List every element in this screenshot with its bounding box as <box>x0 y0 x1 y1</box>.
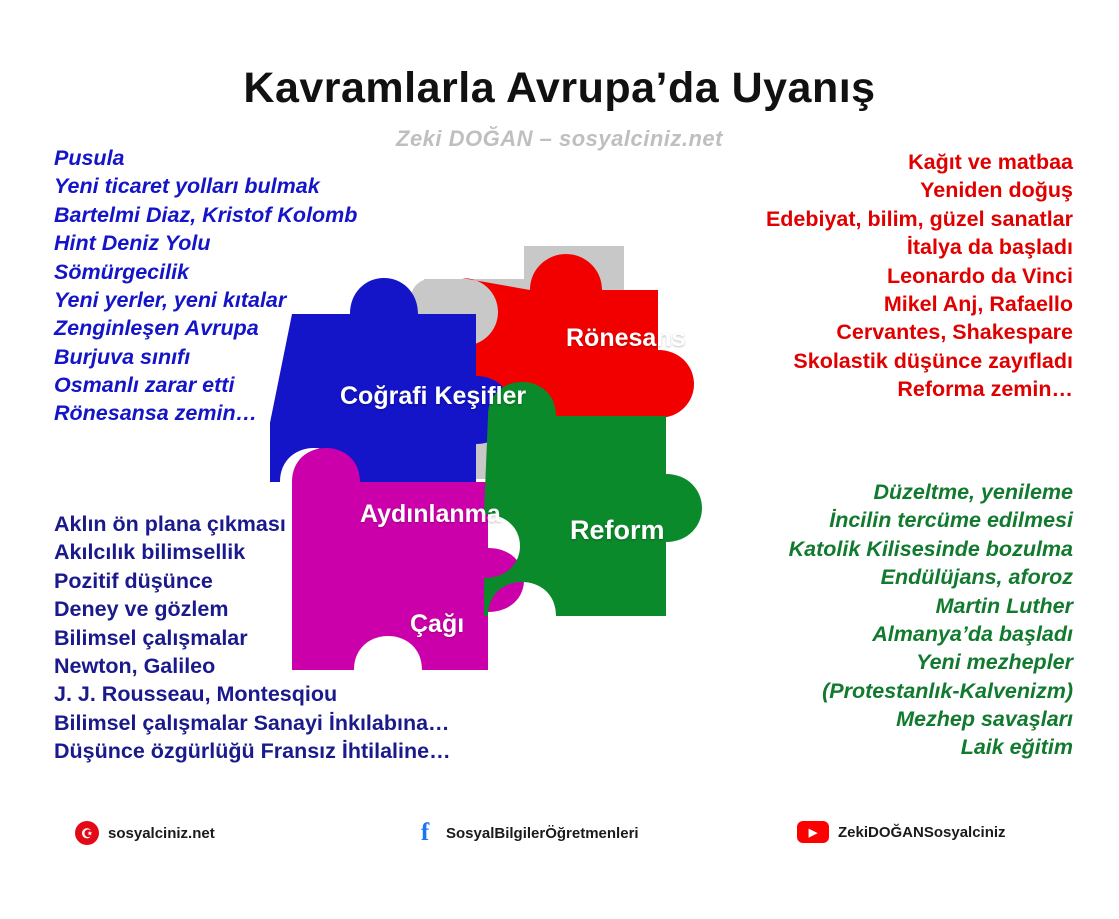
note-line: Almanya’da başladı <box>872 621 1073 646</box>
note-line: Katolik Kilisesinde bozulma <box>788 536 1073 561</box>
turkish-flag-icon: ☪ <box>75 821 99 845</box>
note-line: J. J. Rousseau, Montesqiou <box>54 682 338 707</box>
note-line: Yeni yerler, yeni kıtalar <box>54 287 287 312</box>
note-line: Düşünce özgürlüğü Fransız İhtilaline… <box>54 739 451 763</box>
puzzle-label-ronesans: Rönesans <box>566 324 686 352</box>
footer <box>0 821 1119 861</box>
footer-website[interactable] <box>75 821 215 845</box>
note-line: Osmanlı zarar etti <box>54 373 235 397</box>
note-line: Rönesansa zemin… <box>54 401 258 426</box>
note-line: (Protestanlık-Kalvenizm) <box>822 678 1073 703</box>
ronesans-notes <box>766 148 1073 403</box>
note-line: Edebiyat, bilim, güzel sanatlar <box>765 206 1073 231</box>
note-line: Bilimsel çalışmalar <box>54 625 248 650</box>
note-line: Kağıt ve matbaa <box>908 150 1073 174</box>
note-line: Laik eğitim <box>960 735 1073 760</box>
note-line: Leonardo da Vinci <box>887 263 1073 288</box>
note-line: Yeni mezhepler <box>916 650 1073 675</box>
footer-facebook[interactable] <box>413 821 639 845</box>
note-line: Pusula <box>54 146 125 170</box>
note-line: Pozitif düşünce <box>54 568 213 593</box>
note-line: Zenginleşen Avrupa <box>54 316 259 341</box>
note-line: Hint Deniz Yolu <box>54 231 211 256</box>
note-line: İtalya da başladı <box>906 235 1073 260</box>
footer-facebook-label: SosyalBilgilerÖğretmenleri <box>446 824 639 842</box>
puzzle-label-cagi: Çağı <box>410 610 465 638</box>
note-line: Burjuva sınıfı <box>54 344 191 369</box>
note-line: Yeniden doğuş <box>920 178 1073 203</box>
note-line: İncilin tercüme edilmesi <box>829 508 1073 533</box>
puzzle-label-cografi-kesifler: Coğrafi Keşifler <box>340 382 527 410</box>
note-line: Düzeltme, yenileme <box>873 480 1073 504</box>
note-line: Aklın ön plana çıkması <box>54 512 286 536</box>
note-line: Reforma zemin… <box>897 377 1073 401</box>
note-line: Endülüjans, aforoz <box>880 565 1073 590</box>
note-line: Mikel Anj, Rafaello <box>883 291 1073 316</box>
reform-notes <box>789 478 1073 762</box>
note-line: Bartelmi Diaz, Kristof Kolomb <box>54 202 358 227</box>
note-line: Skolastik düşünce zayıfladı <box>793 348 1073 373</box>
note-line: Martin Luther <box>935 593 1073 618</box>
note-line: Newton, Galileo <box>54 653 216 678</box>
puzzle-label-reform: Reform <box>570 515 665 545</box>
puzzle-diagram <box>270 210 770 720</box>
youtube-icon: ▶ <box>797 821 829 843</box>
footer-youtube[interactable] <box>797 821 1006 843</box>
note-line: Yeni ticaret yolları bulmak <box>54 174 320 199</box>
note-line: Sömürgecilik <box>54 259 190 284</box>
facebook-icon: f <box>420 819 430 846</box>
footer-youtube-label: ZekiDOĞANSosyalciniz <box>838 823 1006 841</box>
puzzle-piece-reform <box>484 382 702 616</box>
note-line: Mezhep savaşları <box>896 707 1073 731</box>
note-line: Deney ve gözlem <box>54 597 229 622</box>
note-line: Cervantes, Shakespare <box>836 320 1073 345</box>
page-title: Kavramlarla Avrupa’da Uyanış <box>243 64 876 112</box>
puzzle-label-aydinlanma: Aydınlanma <box>360 500 501 528</box>
note-line: Akılcılık bilimsellik <box>54 540 246 565</box>
footer-website-label: sosyalciniz.net <box>108 824 215 842</box>
page-subtitle: Zeki DOĞAN – sosyalciniz.net <box>396 126 723 151</box>
note-line: Bilimsel çalışmalar Sanayi İnkılabına… <box>54 710 450 735</box>
